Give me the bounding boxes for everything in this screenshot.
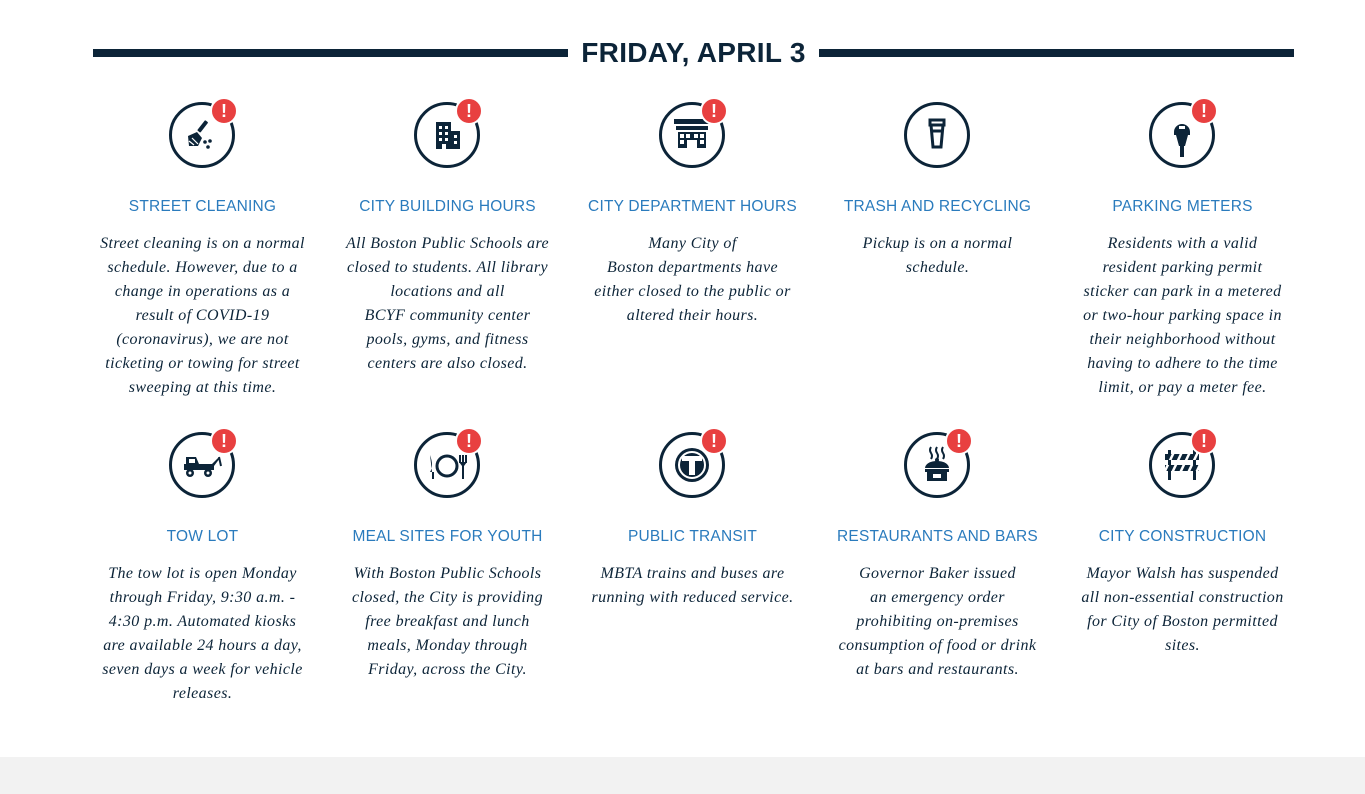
description-line: 4:30 p.m. Automated kiosks <box>108 613 297 630</box>
card-street-cleaning <box>80 100 325 430</box>
description-line: releases. <box>172 685 233 702</box>
card-description <box>1070 232 1295 400</box>
service-status-grid <box>80 100 1305 760</box>
footer-band <box>0 757 1365 794</box>
description-line: meals, Monday through <box>367 637 528 654</box>
description-line: closed, the City is providing <box>352 589 543 606</box>
card-parking-meters <box>1060 100 1305 430</box>
card-row <box>80 100 1305 430</box>
card-description <box>580 232 805 328</box>
card-description <box>1070 562 1295 658</box>
description-line: resident parking permit <box>1102 259 1263 276</box>
alert-icon: ! <box>210 97 238 125</box>
alert-icon: ! <box>700 427 728 455</box>
description-line: change in operations as a <box>114 283 291 300</box>
card-description <box>825 562 1050 682</box>
card-city-building-hours <box>325 100 570 430</box>
description-line: Street cleaning is on a normal <box>100 235 305 252</box>
card-meal-sites-for-youth <box>325 430 570 760</box>
card-description <box>335 232 560 376</box>
date-heading: FRIDAY, APRIL 3 <box>581 37 806 68</box>
icon-badge <box>169 102 235 168</box>
alert-icon: ! <box>700 97 728 125</box>
description-line: Pickup is on a normal <box>862 235 1013 252</box>
card-title[interactable]: STREET CLEANING <box>128 198 277 215</box>
card-title[interactable]: RESTAURANTS AND BARS <box>837 528 1038 545</box>
icon-badge <box>414 102 480 168</box>
description-line: BCYF community center <box>364 307 531 324</box>
card-title[interactable]: TOW LOT <box>166 528 239 545</box>
description-line: MBTA trains and buses are <box>600 565 785 582</box>
description-line: result of COVID-19 <box>135 307 270 324</box>
description-line: schedule. However, due to a <box>107 259 298 276</box>
card-title[interactable]: CITY BUILDING HOURS <box>359 198 536 215</box>
description-line: With Boston Public Schools <box>353 565 542 582</box>
card-restaurants-and-bars <box>815 430 1060 760</box>
alert-icon: ! <box>1190 97 1218 125</box>
card-description <box>90 232 315 400</box>
description-line: All Boston Public Schools are <box>346 235 549 252</box>
card-row <box>80 430 1305 760</box>
description-line: Friday, across the City. <box>368 661 527 678</box>
description-line: sticker can park in a metered <box>1083 283 1282 300</box>
card-description <box>335 562 560 682</box>
description-line: The tow lot is open Monday <box>108 565 297 582</box>
description-line: Residents with a valid <box>1107 235 1258 252</box>
description-line: through Friday, 9:30 a.m. - <box>109 589 296 606</box>
icon-badge <box>904 102 970 168</box>
card-city-department-hours <box>570 100 815 430</box>
description-line: Mayor Walsh has suspended <box>1086 565 1279 582</box>
description-line: Boston departments have <box>607 259 778 276</box>
description-line: consumption of food or drink <box>838 637 1037 654</box>
description-line: schedule. <box>905 259 970 276</box>
description-line: at bars and restaurants. <box>856 661 1019 678</box>
card-title[interactable]: PARKING METERS <box>1112 198 1253 215</box>
description-line: either closed to the public or <box>594 283 791 300</box>
alert-icon: ! <box>455 97 483 125</box>
card-description <box>90 562 315 706</box>
description-line: prohibiting on-premises <box>856 613 1019 630</box>
description-line: centers are also closed. <box>367 355 528 372</box>
card-title[interactable]: MEAL SITES FOR YOUTH <box>352 528 543 545</box>
icon-badge <box>1149 102 1215 168</box>
alert-icon: ! <box>455 427 483 455</box>
description-line: ticketing or towing for street <box>105 355 300 372</box>
card-city-construction <box>1060 430 1305 760</box>
description-line: are available 24 hours a day, <box>103 637 302 654</box>
icon-badge <box>659 102 725 168</box>
card-trash-and-recycling <box>815 100 1060 430</box>
description-line: pools, gyms, and fitness <box>366 331 529 348</box>
description-line: having to adhere to the time <box>1087 355 1278 372</box>
description-line: or two-hour parking space in <box>1083 307 1282 324</box>
alert-icon: ! <box>1190 427 1218 455</box>
description-line: sweeping at this time. <box>128 379 277 396</box>
description-line: locations and all <box>390 283 505 300</box>
card-title[interactable]: PUBLIC TRANSIT <box>627 528 758 545</box>
description-line: seven days a week for vehicle <box>102 661 303 678</box>
card-description <box>580 562 805 610</box>
card-title[interactable]: CITY CONSTRUCTION <box>1098 528 1267 545</box>
description-line: running with reduced service. <box>591 589 794 606</box>
alert-icon: ! <box>210 427 238 455</box>
description-line: Governor Baker issued <box>859 565 1016 582</box>
description-line: closed to students. All library <box>347 259 548 276</box>
icon-badge <box>169 432 235 498</box>
description-line: limit, or pay a meter fee. <box>1098 379 1267 396</box>
trash-can-icon <box>904 102 970 168</box>
date-header <box>93 30 1294 76</box>
alert-icon: ! <box>945 427 973 455</box>
description-line: all non-essential construction <box>1081 589 1284 606</box>
description-line: an emergency order <box>870 589 1005 606</box>
icon-badge <box>659 432 725 498</box>
description-line: their neighborhood without <box>1089 331 1276 348</box>
card-title[interactable]: TRASH AND RECYCLING <box>843 198 1032 215</box>
description-line: free breakfast and lunch <box>365 613 530 630</box>
header-rule-left <box>93 49 568 57</box>
icon-badge <box>414 432 480 498</box>
description-line: altered their hours. <box>626 307 759 324</box>
header-rule-right <box>819 49 1294 57</box>
card-description <box>825 232 1050 280</box>
card-public-transit <box>570 430 815 760</box>
description-line: (coronavirus), we are not <box>116 331 289 348</box>
card-title[interactable]: CITY DEPARTMENT HOURS <box>588 198 797 215</box>
card-tow-lot <box>80 430 325 760</box>
description-line: for City of Boston permitted <box>1087 613 1278 630</box>
icon-badge <box>904 432 970 498</box>
icon-badge <box>1149 432 1215 498</box>
description-line: Many City of <box>648 235 737 252</box>
description-line: sites. <box>1165 637 1200 654</box>
